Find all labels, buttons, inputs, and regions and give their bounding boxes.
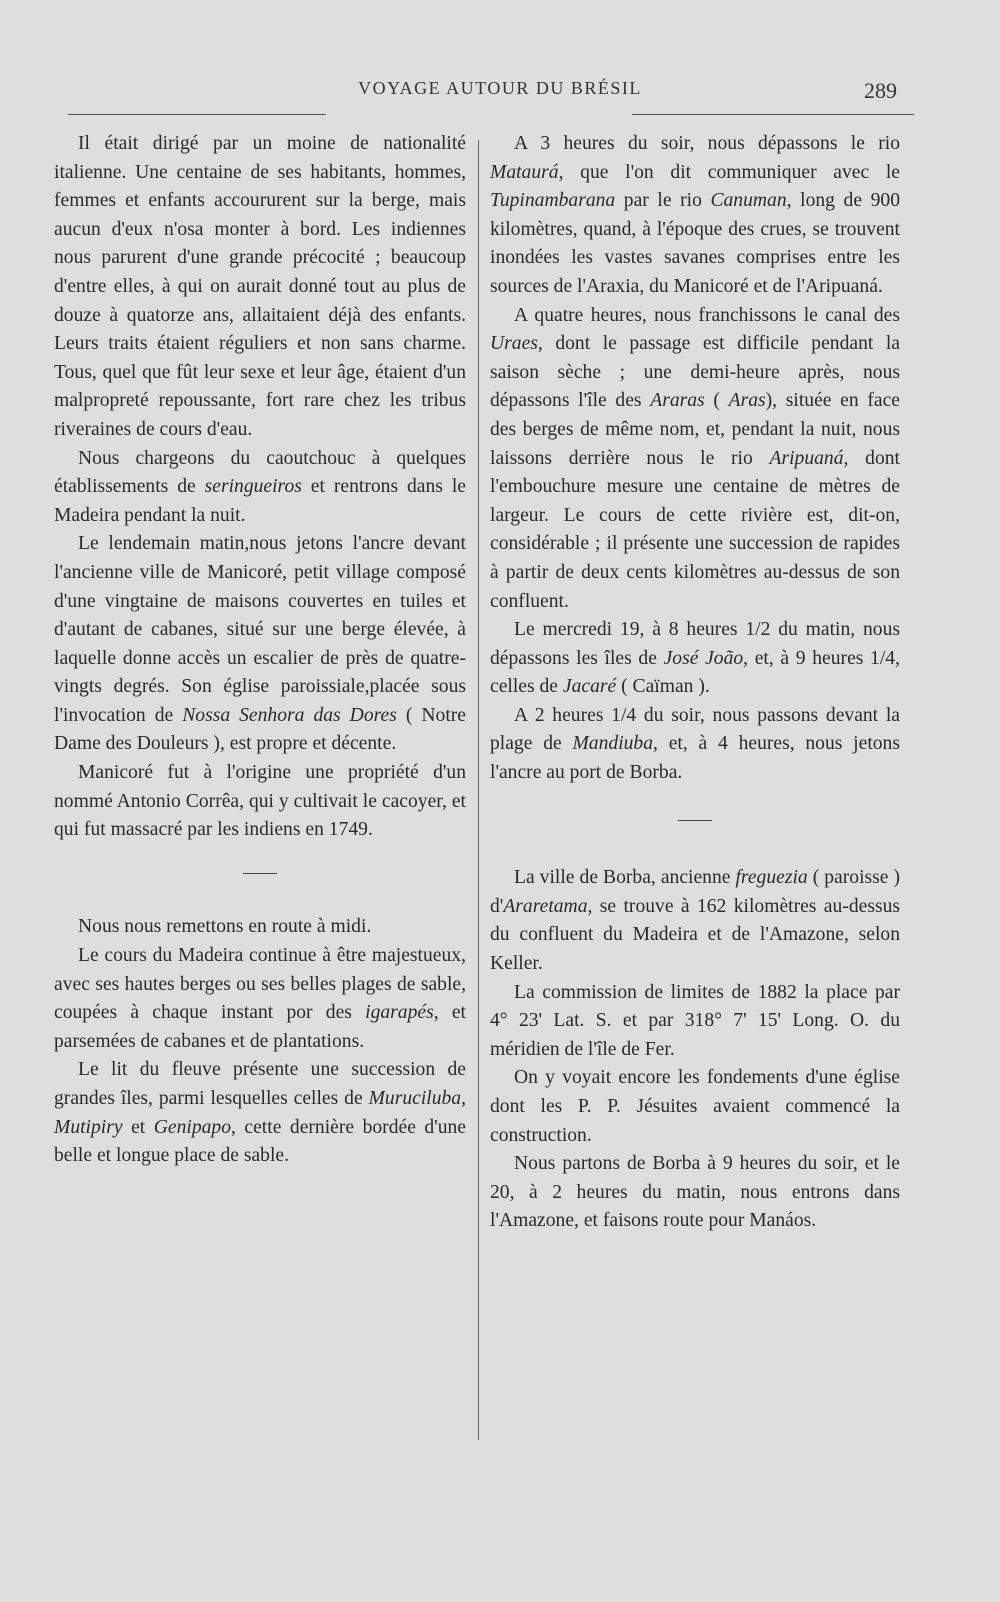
running-head: VOYAGE AUTOUR DU BRÉSIL bbox=[358, 78, 642, 98]
paragraph: A 3 heures du soir, nous dépassons le rio Mataurá, que l'on dit communiquer avec le Tupinambarana par le rio Canuman, long de 900 kilomètres, quand, à l'époque des crues, se trouvent inondées les vastes savanes comprises entre les sources de l'Araxia, du Manicoré et de l'Aripuaná. bbox=[490, 133, 900, 297]
section-separator bbox=[490, 806, 900, 835]
paragraph: Le cours du Madeira continue à être majestueux, avec ses hautes berges ou ses belles plages de sable, coupées à chaque instant por des igarapés, et parsemées de cabanes et de plantations. bbox=[54, 945, 466, 1052]
left-column bbox=[54, 130, 466, 1171]
paragraph: Le mercredi 19, à 8 heures 1/2 du matin, nous dépassons les îles de José João, et, à 9 heures 1/4, celles de Jacaré ( Caïman ). bbox=[490, 619, 900, 698]
paragraph: Le lendemain matin,nous jetons l'ancre devant l'ancienne ville de Manicoré, petit village composé d'une vingtaine de maisons couvertes en tuiles et d'autant de cabanes, situé sur une berge élevée, à laquelle donne accès un escalier de près de quatre-vingts degrés. Son église paroissiale,placée sous l'invocation de Nossa Senhora das Dores ( Notre Dame des Douleurs ), est propre et décente. bbox=[54, 533, 466, 755]
page-number: 289 bbox=[864, 78, 897, 103]
column-divider bbox=[478, 140, 479, 1440]
paragraph: Le lit du fleuve présente une succession de grandes îles, parmi lesquelles celles de Muruciluba, Mutipiry et Genipapo, cette dernière bordée d'une belle et longue place de sable. bbox=[54, 1059, 467, 1167]
paragraph: La ville de Borba, ancienne freguezia ( paroisse ) d'Araretama, se trouve à 162 kilomètres au-dessus du confluent du Madeira et de l'Amazone, selon Keller. bbox=[490, 867, 900, 975]
header-rule-right bbox=[632, 114, 914, 115]
section-separator bbox=[54, 859, 466, 888]
paragraph: Nous nous remettons en route à midi. bbox=[78, 916, 372, 938]
paragraph: La commission de limites de 1882 la place par 4° 23' Lat. S. et par 318° 7' 15' Long. O. du méridien de l'île de Fer. bbox=[490, 981, 900, 1060]
header-rule-left bbox=[68, 114, 326, 115]
paragraph: On y voyait encore les fondements d'une église dont les P. P. Jésuites avaient commencé la construction. bbox=[490, 1067, 900, 1146]
paragraph: Nous partons de Borba à 9 heures du soir, et le 20, à 2 heures du matin, nous entrons dans l'Amazone, et faisons route pour Manáos. bbox=[490, 1153, 900, 1232]
paragraph: A quatre heures, nous franchissons le canal des Uraes, dont le passage est difficile pendant la saison sèche ; une demi-heure après, nous dépassons l'île des Araras ( Aras), située en face des berges de même nom, et, pendant la nuit, nous laissons derrière nous le rio Aripuaná, dont l'embouchure mesure une centaine de mètres de largeur. Le cours de cette rivière est, dit-on, considérable ; il présente une succession de rapides à partir de deux cents kilomètres au-dessus de son confluent. bbox=[490, 304, 900, 612]
paragraph: Nous chargeons du caoutchouc à quelques établissements de seringueiros et rentrons dans le Madeira pendant la nuit. bbox=[54, 447, 466, 526]
paragraph: A 2 heures 1/4 du soir, nous passons devant la plage de Mandiuba, et, à 4 heures, nous jetons l'ancre au port de Borba. bbox=[490, 704, 900, 784]
right-column bbox=[490, 130, 900, 1236]
paragraph: Il était dirigé par un moine de nationalité italienne. Une centaine de ses habitants, hommes, femmes et enfants accoururent sur la berge, mais aucun d'eux n'osa monter à bord. Les indiennes nous parurent d'une grande précocité ; beaucoup d'entre elles, à qui on aurait donné tout au plus de douze à quatorze ans, allaitaient déjà des enfants. Leurs traits étaient réguliers et non sans charme. Tous, quel que fût leur sexe et leur âge, étaient d'un malpropreté repoussante, fort rare chez les tribus riveraines de cours d'eau. bbox=[54, 133, 466, 440]
paragraph: Manicoré fut à l'origine une propriété d'un nommé Antonio Corrêa, qui y cultivait le cacoyer, et qui fut massacré par les indiens en 1749. bbox=[54, 762, 466, 841]
